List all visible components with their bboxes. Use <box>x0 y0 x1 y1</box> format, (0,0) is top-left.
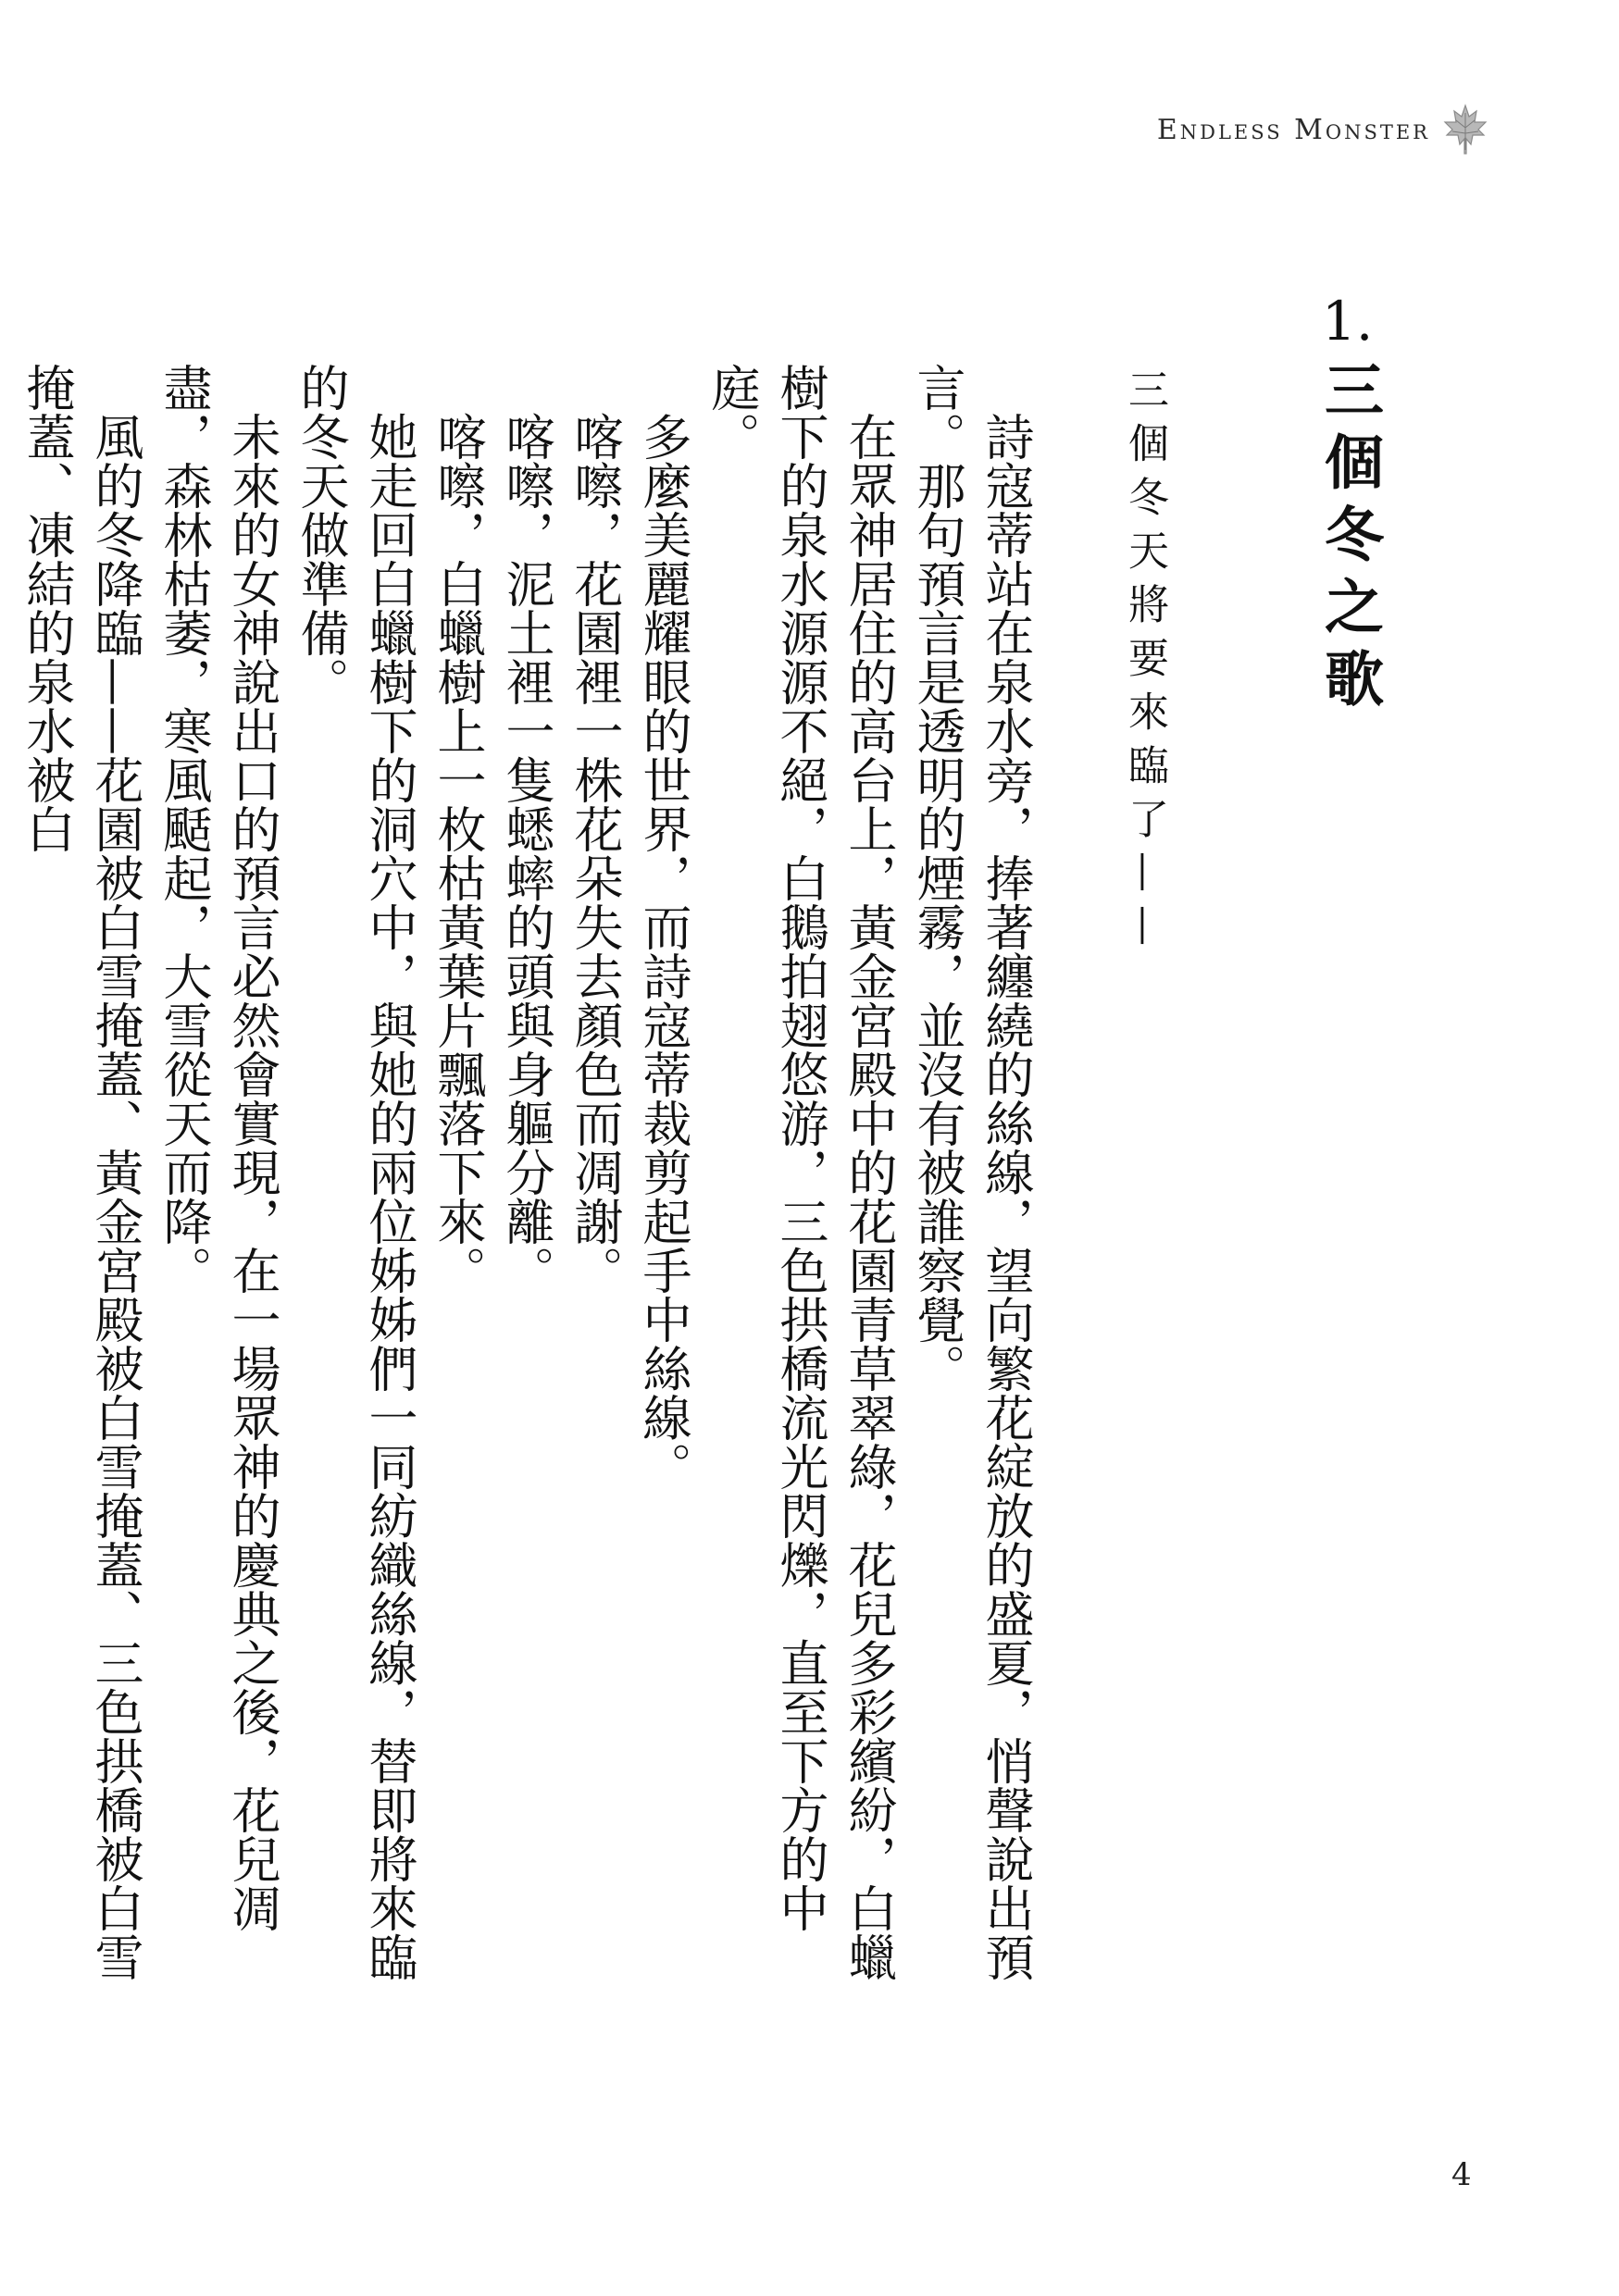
chapter-title: 三個冬之歌 <box>1314 359 1384 720</box>
paragraph: 喀嚓，泥土裡一隻蟋蟀的頭與身軀分離。 <box>498 412 554 1295</box>
body-text <box>12 363 1040 2019</box>
page-number: 4 <box>1451 2156 1472 2193</box>
paragraph: 喀嚓，花園裡一株花朵失去顏色而凋謝。 <box>567 412 623 1295</box>
running-header <box>1157 104 1488 155</box>
paragraph: 她走回白蠟樹下的洞穴中，與她的兩位姊姊們一同紡織絲線，替即將來臨的冬天做準備。 <box>293 363 417 1981</box>
paragraph: 多麼美麗耀眼的世界，而詩寇蒂裁剪起手中絲線。 <box>635 412 691 1491</box>
paragraph: 喀嚓，白蠟樹上一枚枯黃葉片飄落下來。 <box>430 412 486 1295</box>
paragraph: 未來的女神說出口的預言必然會實現，在一場眾神的慶典之後，花兒凋盡，森林枯萎，寒風颳起，大雪從天而降。 <box>156 363 280 1932</box>
paragraph: 在眾神居住的高台上，黃金宮殿中的花園青草翠綠，花兒多彩繽紛，白蠟樹下的泉水源源不絕，白鵝拍翅悠游，三色拱橋流光閃爍，直至下方的中庭。 <box>704 363 897 1981</box>
paragraph: 風的冬降臨——花園被白雪掩蓋、黃金宮殿被白雪掩蓋、三色拱橋被白雪掩蓋、凍結的泉水被白 <box>19 363 143 1981</box>
chapter-epigraph: 三個冬天將要來臨了—— <box>1121 368 1168 959</box>
running-title: Endless Monster <box>1156 113 1430 146</box>
maple-leaf-icon <box>1443 104 1488 155</box>
chapter-number: 1. <box>1322 290 1374 353</box>
paragraph: 詩寇蒂站在泉水旁，捧著纏繞的絲線，望向繁花綻放的盛夏，悄聲說出預言。那句預言是透明的煙霧，並沒有被誰察覺。 <box>909 363 1034 1981</box>
